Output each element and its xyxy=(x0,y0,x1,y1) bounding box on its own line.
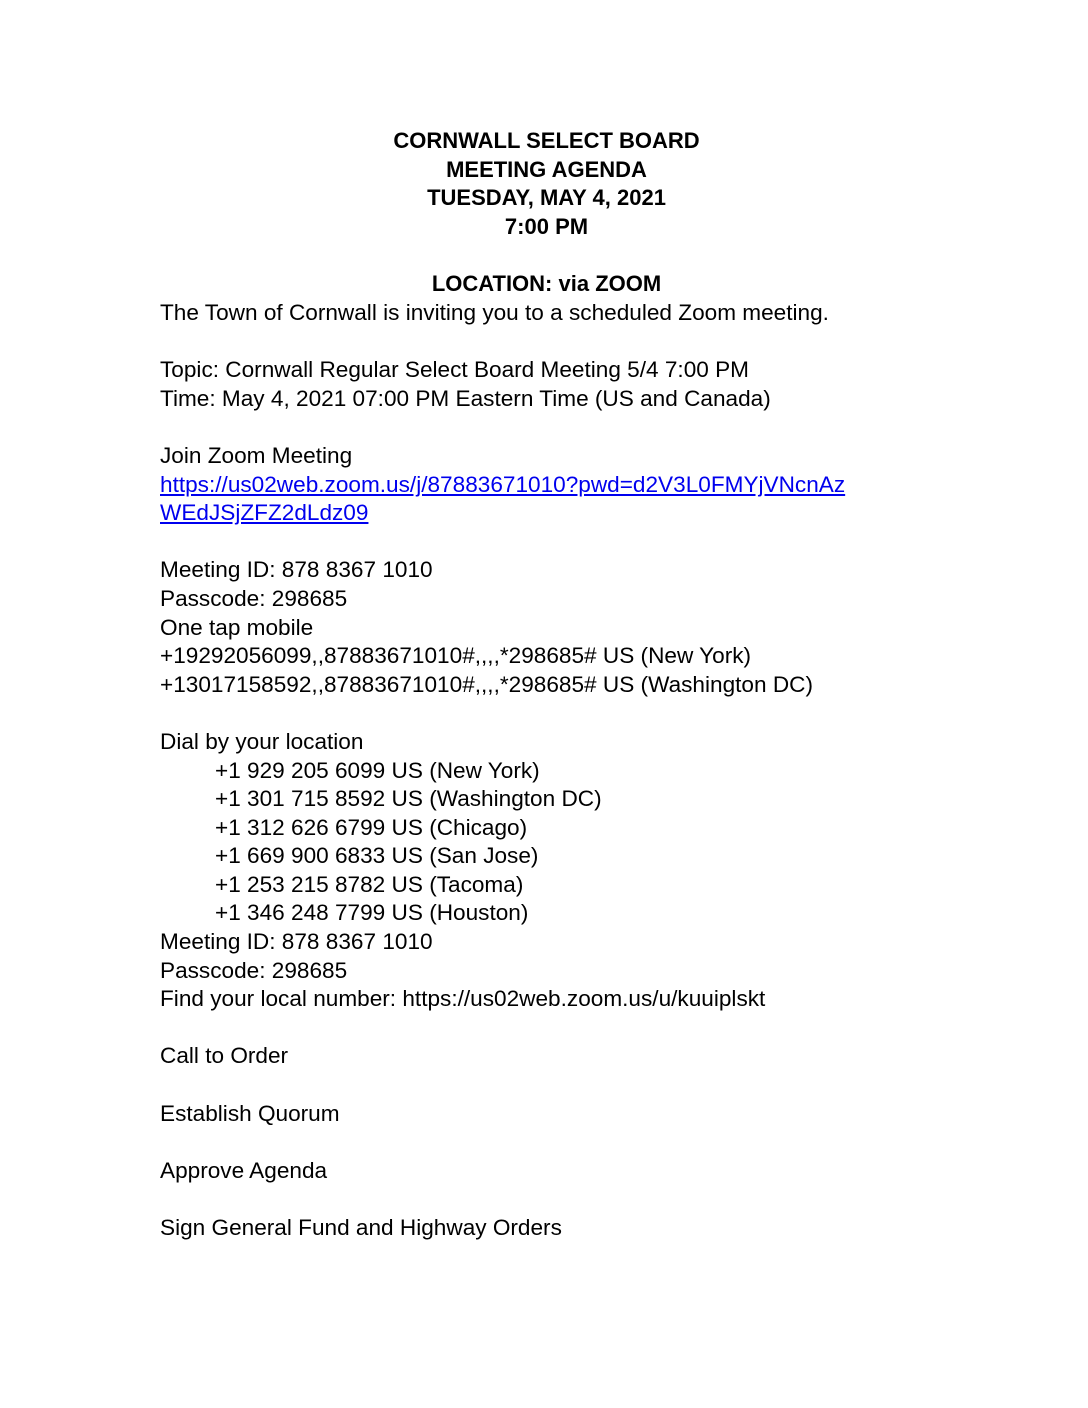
board-title: CORNWALL SELECT BOARD xyxy=(393,128,700,153)
find-local-number: Find your local number: https://us02web.zoom.us/u/kuuiplskt xyxy=(160,986,766,1012)
invite-intro: The Town of Cornwall is inviting you to a scheduled Zoom meeting. xyxy=(160,300,829,325)
one-tap-number: +13017158592,,87883671010#,,,,*298685# US (Washington DC) xyxy=(160,671,813,697)
agenda-body xyxy=(160,299,1060,1243)
join-zoom-label: Join Zoom Meeting xyxy=(160,442,353,468)
dial-number: +1 929 205 6099 US (New York) xyxy=(215,757,540,783)
meeting-date: TUESDAY, MAY 4, 2021 xyxy=(427,185,666,210)
dial-number: +1 253 215 8782 US (Tacoma) xyxy=(215,871,524,897)
agenda-header xyxy=(0,127,1088,298)
meeting-time-line: Time: May 4, 2021 07:00 PM Eastern Time (US and Canada) xyxy=(160,385,771,411)
document-title: MEETING AGENDA xyxy=(446,156,647,182)
dial-passcode: Passcode: 298685 xyxy=(160,957,348,983)
agenda-item: Approve Agenda xyxy=(160,1157,328,1183)
agenda-item: Call to Order xyxy=(160,1043,289,1069)
dial-number: +1 669 900 6833 US (San Jose) xyxy=(215,843,539,869)
join-zoom-link-line1[interactable]: https://us02web.zoom.us/j/87883671010?pwd=d2V3L0FMYjVNcnAz xyxy=(160,471,846,497)
agenda-item: Establish Quorum xyxy=(160,1100,340,1126)
meeting-id: Meeting ID: 878 8367 1010 xyxy=(160,557,433,583)
meeting-topic: Topic: Cornwall Regular Select Board Meeting 5/4 7:00 PM xyxy=(160,357,749,383)
meeting-time: 7:00 PM xyxy=(504,213,589,239)
passcode: Passcode: 298685 xyxy=(160,585,348,611)
dial-meeting-id: Meeting ID: 878 8367 1010 xyxy=(160,929,433,955)
agenda-item: Sign General Fund and Highway Orders xyxy=(160,1215,562,1240)
join-zoom-link-line2[interactable]: WEdJSjZFZ2dLdz09 xyxy=(160,500,369,526)
dial-number: +1 301 715 8592 US (Washington DC) xyxy=(215,786,602,812)
dial-number: +1 312 626 6799 US (Chicago) xyxy=(215,814,528,840)
one-tap-label: One tap mobile xyxy=(160,614,314,640)
dial-number: +1 346 248 7799 US (Houston) xyxy=(215,900,529,926)
meeting-location: LOCATION: via ZOOM xyxy=(431,270,662,296)
one-tap-number: +19292056099,,87883671010#,,,,*298685# US (New York) xyxy=(160,643,752,669)
dial-by-location-label: Dial by your location xyxy=(160,728,364,754)
